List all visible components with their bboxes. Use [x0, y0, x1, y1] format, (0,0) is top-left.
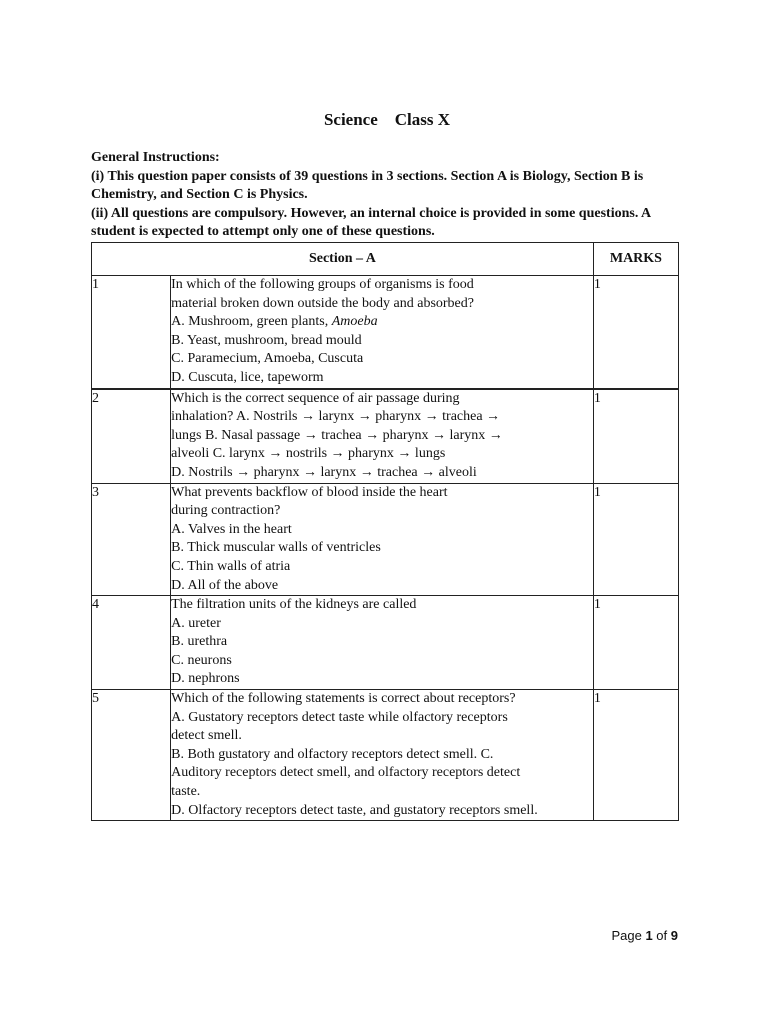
question-row — [92, 596, 679, 690]
instruction-item: (i) This question paper consists of 39 questions in 3 sections. Section A is Biology, Section B is Chemistry, and Section C is Physics. — [91, 168, 644, 203]
question-row — [92, 276, 679, 389]
question-number: 3 — [92, 483, 171, 596]
page-label: Page — [611, 928, 642, 943]
page-total: 9 — [670, 928, 678, 943]
question-line: inhalation? A. Nostrils → larynx → pharynx → trachea → — [171, 409, 501, 425]
question-number: 5 — [92, 690, 171, 821]
page-of: of — [656, 928, 668, 943]
italic-term: Amoeba — [331, 314, 378, 330]
option-a — [171, 313, 593, 332]
question-number: 2 — [92, 389, 171, 483]
option-a: A. Valves in the heart — [171, 521, 292, 537]
question-number: 4 — [92, 596, 171, 690]
question-line: The filtration units of the kidneys are called — [171, 597, 417, 613]
question-marks: 1 — [593, 389, 678, 483]
questions-table — [91, 242, 679, 821]
question-row — [92, 690, 679, 821]
option-b: B. Thick muscular walls of ventricles — [171, 540, 381, 556]
option-b: B. Yeast, mushroom, bread mould — [171, 332, 362, 348]
instructions-heading: General Instructions: — [91, 150, 220, 165]
question-line: D. Nostrils → pharynx → larynx → trachea → alveoli — [171, 464, 477, 480]
question-row — [92, 389, 679, 483]
question-line: lungs B. Nasal passage → trachea → pharynx → larynx → — [171, 427, 503, 443]
question-text — [171, 389, 594, 483]
option-a: A. ureter — [171, 615, 221, 631]
question-line: material broken down outside the body and absorbed? — [171, 295, 474, 311]
option-d: D. Cuscuta, lice, tapeworm — [171, 369, 324, 385]
option-c: C. neurons — [171, 652, 232, 668]
question-line: Which of the following statements is correct about receptors? — [171, 691, 516, 707]
general-instructions — [91, 149, 687, 242]
page-number — [611, 928, 678, 943]
question-line: What prevents backflow of blood inside the heart — [171, 484, 448, 500]
option-d: D. nephrons — [171, 671, 240, 687]
question-text — [171, 596, 594, 690]
page-title: Science Class X — [323, 110, 451, 129]
question-text — [171, 483, 594, 596]
option-a-continued: detect smell. — [171, 728, 242, 744]
question-marks: 1 — [593, 276, 678, 389]
marks-header: MARKS — [593, 243, 678, 276]
question-row — [92, 483, 679, 596]
option-c: C. Paramecium, Amoeba, Cuscuta — [171, 351, 364, 367]
question-line: alveoli C. larynx → nostrils → pharynx → lungs — [171, 446, 446, 462]
question-number: 1 — [92, 276, 171, 389]
option-b: B. urethra — [171, 634, 228, 650]
question-line: during contraction? — [171, 503, 281, 519]
section-header: Section – A — [92, 243, 594, 276]
option-d: D. Olfactory receptors detect taste, and gustatory receptors smell. — [171, 802, 538, 818]
table-header-row — [92, 243, 679, 276]
question-marks: 1 — [593, 483, 678, 596]
option-c: C. Thin walls of atria — [171, 558, 291, 574]
option-d: D. All of the above — [171, 577, 279, 593]
option-a: A. Gustatory receptors detect taste while olfactory receptors — [171, 709, 508, 725]
question-marks: 1 — [593, 596, 678, 690]
option-a-text: A. Mushroom, green plants, — [171, 314, 332, 330]
question-line: In which of the following groups of organisms is food — [171, 277, 474, 292]
question-text — [171, 276, 594, 389]
option-c-continued: taste. — [171, 784, 201, 800]
page-current: 1 — [645, 928, 653, 943]
question-text — [171, 690, 594, 821]
instruction-item: (ii) All questions are compulsory. However, an internal choice is provided in some questions. A student is expected to attempt only one of these questions. — [91, 205, 651, 240]
option-c: Auditory receptors detect smell, and olfactory receptors detect — [171, 765, 521, 781]
option-b: B. Both gustatory and olfactory receptors detect smell. C. — [171, 746, 494, 762]
question-line: Which is the correct sequence of air passage during — [171, 390, 460, 406]
question-marks: 1 — [593, 690, 678, 821]
